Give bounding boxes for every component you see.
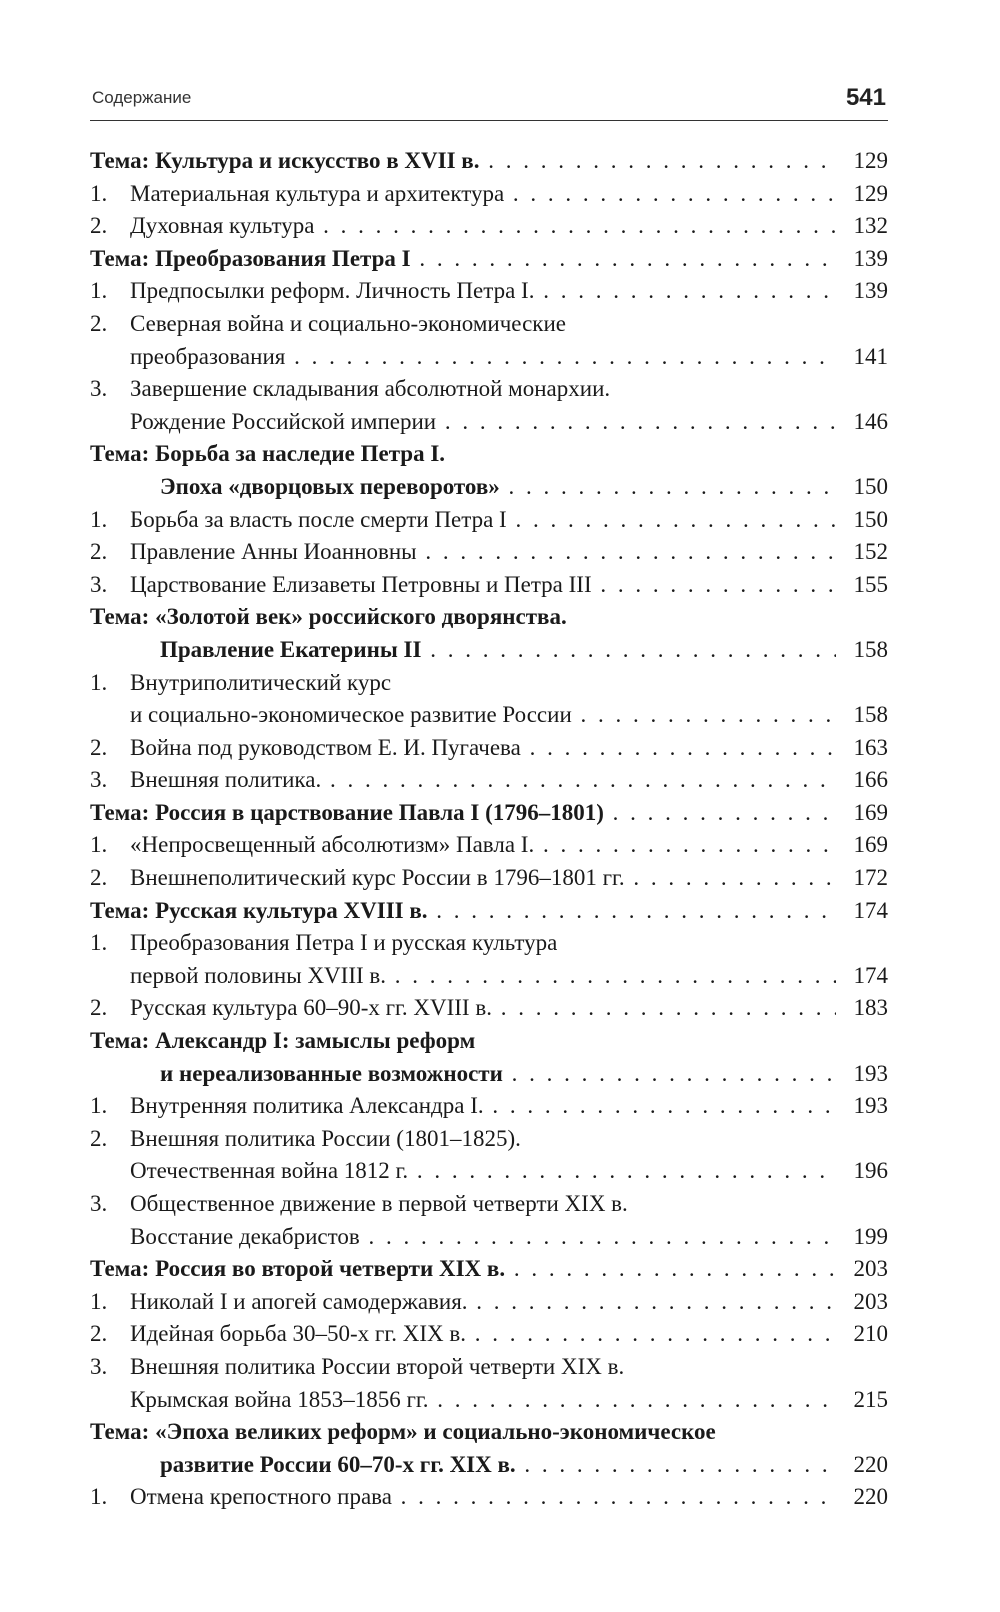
toc-page-number: 215 <box>853 1386 888 1412</box>
toc-topic-title: Тема: Александр I: замыслы реформ <box>90 1028 476 1054</box>
toc-topic-line <box>90 1449 888 1482</box>
toc-entry-number: 1. <box>90 278 108 304</box>
toc-entry-line <box>90 275 888 308</box>
toc-entry-line <box>90 927 888 960</box>
toc-entry-title: и социально-экономическое развитие России . . . <box>130 699 836 732</box>
toc-entry-line <box>90 504 888 537</box>
running-head-section-title: Содержание <box>92 88 192 107</box>
toc-entry-line <box>90 1188 888 1221</box>
toc-entry-number: 3. <box>90 571 108 597</box>
toc-topic-title: Правление Екатерины II . . . <box>160 634 836 667</box>
toc-entry-number: 2. <box>90 995 108 1021</box>
toc-entry-number: 2. <box>90 310 108 336</box>
toc-entry-line <box>90 829 888 862</box>
toc-topic-line <box>90 1416 888 1449</box>
toc-page-number: 174 <box>853 962 888 988</box>
toc-entry-title: Отмена крепостного права . . . <box>130 1481 836 1514</box>
toc-topic-title: Тема: Русская культура XVIII в. . . . <box>90 895 836 928</box>
toc-page-number: 150 <box>853 506 888 532</box>
toc-page-number: 183 <box>853 995 888 1021</box>
toc-entry-title: Внешнеполитический курс России в 1796–1801 гг. . . . <box>130 862 836 895</box>
toc-page-number: 196 <box>853 1158 888 1184</box>
toc-topic-line <box>90 895 888 928</box>
toc-entry-line <box>90 1481 888 1514</box>
toc-page-number: 220 <box>853 1484 888 1510</box>
toc-topic-title: Тема: «Золотой век» российского дворянства. <box>90 604 567 630</box>
toc-entry-line <box>90 1286 888 1319</box>
toc-entry-number: 1. <box>90 669 108 695</box>
toc-topic-line <box>90 634 888 667</box>
toc-topic-title: развитие России 60–70-х гг. XIX в. . . . <box>160 1449 836 1482</box>
toc-page-number: 210 <box>853 1321 888 1347</box>
toc-entry-title: Предпосылки реформ. Личность Петра I. . . . <box>130 275 836 308</box>
toc-entry-title: Преобразования Петра I и русская культура <box>130 930 558 956</box>
toc-entry-line <box>90 992 888 1025</box>
toc-entry-line <box>90 341 888 374</box>
toc-entry-title: Внутренняя политика Александра I. . . . <box>130 1090 836 1123</box>
toc-entry-title: Внешняя политика. . . . <box>130 764 836 797</box>
running-head <box>90 86 888 121</box>
toc-entry-title: Правление Анны Иоанновны . . . <box>130 536 836 569</box>
toc-entry-line <box>90 1351 888 1384</box>
toc-entry-line <box>90 178 888 211</box>
toc-entry-number: 2. <box>90 734 108 760</box>
toc-entry-title: Завершение складывания абсолютной монархии. <box>130 376 611 402</box>
toc-entry-line <box>90 569 888 602</box>
toc-topic-title: и нереализованные возможности . . . <box>160 1058 836 1091</box>
toc-entry-title: Николай I и апогей самодержавия. . . . <box>130 1286 836 1319</box>
toc-entry-title: Рождение Российской империи . . . <box>130 406 836 439</box>
toc-entry-title: Отечественная война 1812 г. . . . <box>130 1155 836 1188</box>
toc-page-number: 199 <box>853 1223 888 1249</box>
toc-page-number: 155 <box>853 571 888 597</box>
toc-entry-number: 2. <box>90 1125 108 1151</box>
toc-entry-title: «Непросвещенный абсолютизм» Павла I. . . . <box>130 829 836 862</box>
toc-topic-line <box>90 1025 888 1058</box>
toc-page-number: 158 <box>853 702 888 728</box>
toc-page-number: 169 <box>853 799 888 825</box>
toc-entry-title: Борьба за власть после смерти Петра I . . . <box>130 504 836 537</box>
toc-entry-number: 1. <box>90 1484 108 1510</box>
toc-entry-title: Царствование Елизаветы Петровны и Петра III . . . <box>130 569 836 602</box>
toc-entry-number: 2. <box>90 539 108 565</box>
toc-entry-line <box>90 960 888 993</box>
toc-entry-line <box>90 1384 888 1417</box>
toc-entry-title: Внешняя политика России второй четверти XIX в. <box>130 1353 625 1379</box>
toc-entry-line <box>90 308 888 341</box>
toc-entry-number: 1. <box>90 1093 108 1119</box>
toc-page-number: 203 <box>853 1288 888 1314</box>
toc-page-number: 193 <box>853 1060 888 1086</box>
toc-topic-line <box>90 601 888 634</box>
toc-topic-line <box>90 797 888 830</box>
toc-entry-number: 3. <box>90 767 108 793</box>
toc-topic-title: Тема: Преобразования Петра I . . . <box>90 243 836 276</box>
toc-page-number: 141 <box>853 343 888 369</box>
toc-entry-line <box>90 699 888 732</box>
toc-entry-title: Восстание декабристов . . . <box>130 1221 836 1254</box>
toc-entry-title: преобразования . . . <box>130 341 836 374</box>
toc-entry-number: 2. <box>90 1321 108 1347</box>
toc-entry-line <box>90 764 888 797</box>
toc-entry-title: Внутриполитический курс <box>130 669 392 695</box>
toc-topic-line <box>90 243 888 276</box>
toc-page-number: 172 <box>853 865 888 891</box>
toc-entry-title: первой половины XVIII в. . . . <box>130 960 836 993</box>
toc-topic-line <box>90 1253 888 1286</box>
toc-page-number: 169 <box>853 832 888 858</box>
toc-topic-title: Тема: Культура и искусство в XVII в. . . . <box>90 145 836 178</box>
toc-entry-title: Русская культура 60–90-х гг. XVIII в. . . . <box>130 992 836 1025</box>
toc-entry-line <box>90 862 888 895</box>
toc-page-number: 139 <box>853 278 888 304</box>
toc-topic-line <box>90 145 888 178</box>
toc-page-number: 174 <box>853 897 888 923</box>
toc-entry-line <box>90 536 888 569</box>
page-number: 541 <box>845 84 886 111</box>
toc-page-number: 129 <box>853 180 888 206</box>
toc-topic-title: Тема: «Эпоха великих реформ» и социально-экономическое <box>90 1419 716 1445</box>
toc-entry-number: 2. <box>90 865 108 891</box>
toc-entry-title: Внешняя политика России (1801–1825). <box>130 1125 521 1151</box>
toc-entry-line <box>90 406 888 439</box>
toc-page-number: 203 <box>853 1256 888 1282</box>
toc-entry-line <box>90 373 888 406</box>
toc-entry-number: 1. <box>90 1288 108 1314</box>
table-of-contents <box>90 145 888 1514</box>
toc-entry-line <box>90 1155 888 1188</box>
toc-entry-number: 3. <box>90 1353 108 1379</box>
toc-entry-number: 1. <box>90 930 108 956</box>
toc-topic-title: Тема: Россия во второй четверти XIX в. . . . <box>90 1253 836 1286</box>
toc-entry-title: Война под руководством Е. И. Пугачева . . . <box>130 732 836 765</box>
toc-entry-title: Северная война и социально-экономические <box>130 310 566 336</box>
toc-topic-line <box>90 1058 888 1091</box>
toc-page-number: 139 <box>853 245 888 271</box>
toc-topic-title: Эпоха «дворцовых переворотов» . . . <box>160 471 836 504</box>
toc-topic-line <box>90 438 888 471</box>
toc-page-number: 163 <box>853 734 888 760</box>
toc-topic-line <box>90 471 888 504</box>
toc-entry-number: 3. <box>90 1191 108 1216</box>
toc-topic-title: Тема: Борьба за наследие Петра I. <box>90 441 446 467</box>
toc-entry-line <box>90 1090 888 1123</box>
toc-entry-line <box>90 210 888 243</box>
toc-entry-number: 3. <box>90 376 108 402</box>
toc-page-number: 158 <box>853 636 888 662</box>
toc-page-number: 220 <box>853 1451 888 1477</box>
toc-entry-line <box>90 1318 888 1351</box>
toc-page-number: 129 <box>853 148 888 173</box>
toc-entry-title: Крымская война 1853–1856 гг. . . . <box>130 1384 836 1417</box>
toc-page-number: 150 <box>853 473 888 499</box>
toc-entry-number: 2. <box>90 213 108 239</box>
toc-entry-number: 1. <box>90 180 108 206</box>
toc-entry-title: Идейная борьба 30–50-х гг. XIX в. . . . <box>130 1318 836 1351</box>
toc-entry-number: 1. <box>90 506 108 532</box>
toc-topic-title: Тема: Россия в царствование Павла I (1796–1801) . . . <box>90 797 836 830</box>
toc-entry-line <box>90 732 888 765</box>
toc-entry-line <box>90 1221 888 1254</box>
toc-page-number: 152 <box>853 539 888 565</box>
toc-page-number: 132 <box>853 213 888 239</box>
toc-entry-line <box>90 1123 888 1156</box>
toc-entry-title: Материальная культура и архитектура . . . <box>130 178 836 211</box>
toc-entry-number: 1. <box>90 832 108 858</box>
toc-page-number: 193 <box>853 1093 888 1119</box>
toc-page-number: 146 <box>853 408 888 434</box>
toc-entry-title: Общественное движение в первой четверти XIX в. <box>130 1191 628 1216</box>
toc-entry-line <box>90 667 888 700</box>
toc-entry-title: Духовная культура . . . <box>130 210 836 243</box>
toc-page-number: 166 <box>853 767 888 793</box>
